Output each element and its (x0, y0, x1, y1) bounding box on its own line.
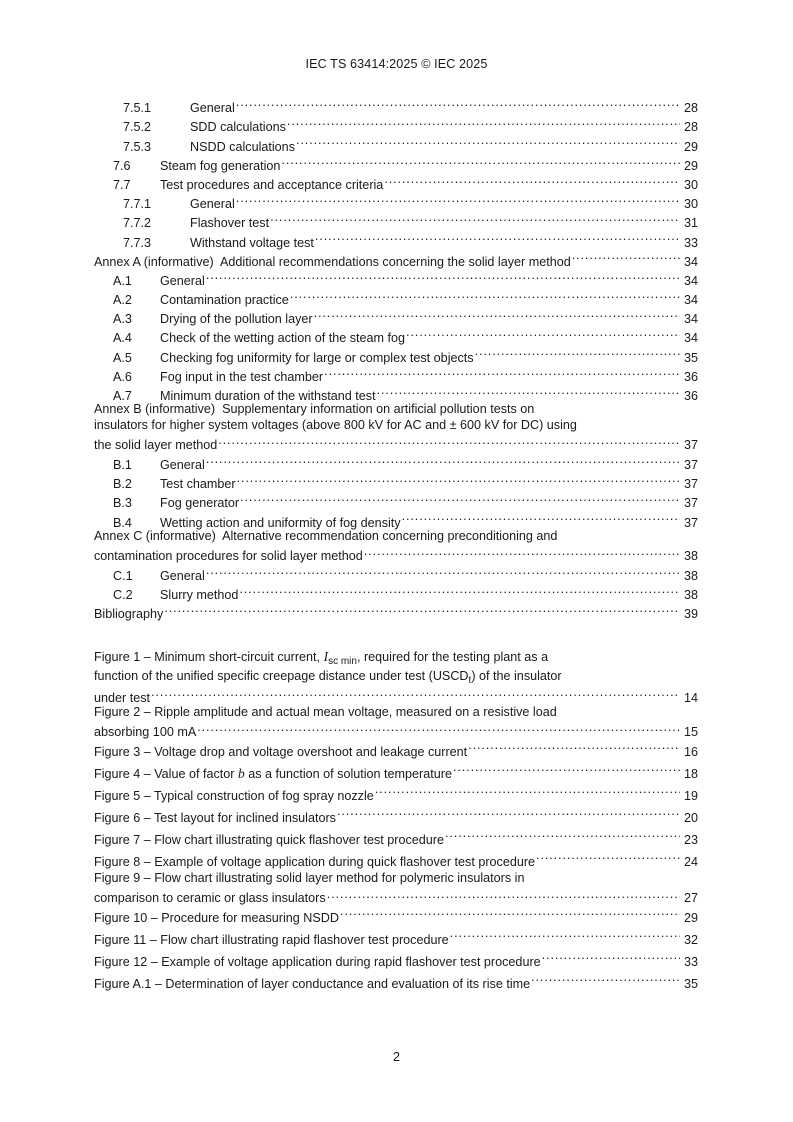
figure-entry[interactable] (94, 925, 698, 947)
toc-entry-number: A.2 (113, 293, 132, 308)
figure-title: Figure 3 – Voltage drop and voltage overshoot and leakage current (94, 745, 468, 760)
leader-dots (531, 969, 680, 988)
toc-entry-title: Contamination practice (160, 293, 289, 308)
figure-title-line (94, 668, 698, 687)
figure-page: 27 (683, 891, 698, 906)
toc-entry-title: General (160, 568, 205, 583)
toc-entry[interactable] (94, 189, 698, 212)
figure-symbol: I (323, 649, 329, 665)
figure-entry[interactable] (94, 969, 698, 991)
leader-dots (324, 362, 680, 381)
toc-entry-title: NSDD calculations (190, 139, 295, 154)
toc-entry[interactable] (94, 362, 698, 384)
figure-title: Figure 6 – Test layout for inclined insulators (94, 811, 336, 826)
leader-dots (327, 887, 680, 903)
toc-entry-number: C.1 (113, 568, 133, 583)
leader-dots (206, 561, 680, 580)
toc-entry-page: 34 (683, 312, 698, 327)
toc-entry-title-line: Annex B (informative) Supplementary information on artificial pollution tests on (94, 402, 535, 416)
figure-entry[interactable] (94, 703, 698, 740)
toc-entry[interactable] (94, 381, 698, 403)
toc-entry[interactable] (94, 469, 698, 492)
toc-entry-page: 30 (683, 177, 698, 192)
toc-entry-title: contamination procedures for solid layer method (94, 548, 363, 563)
leader-dots (315, 227, 680, 246)
leader-dots (314, 304, 680, 323)
figure-entry[interactable] (94, 947, 698, 969)
toc-entry-title: Test procedures and acceptance criteria (160, 177, 384, 192)
leader-dots (281, 151, 680, 170)
toc-entry[interactable] (94, 342, 698, 365)
toc-entry[interactable] (94, 151, 698, 173)
figure-entry[interactable] (94, 903, 698, 925)
toc-entry-number: 7.5.2 (123, 120, 152, 135)
page-number: 2 (392, 1050, 400, 1064)
toc-entry[interactable] (94, 170, 698, 192)
leader-dots (340, 903, 680, 922)
leader-dots (164, 599, 680, 618)
leader-dots (290, 285, 680, 304)
figure-title-line (94, 648, 698, 668)
toc-entry[interactable] (94, 304, 698, 327)
toc-entry-page: 29 (683, 139, 698, 154)
leader-dots (197, 720, 680, 736)
toc-entry-annex-a[interactable] (94, 247, 698, 269)
figure-title-part: as a function of solution temperature (244, 767, 452, 782)
toc-entry[interactable] (94, 323, 698, 346)
toc-entry[interactable] (94, 227, 698, 250)
leader-dots (239, 580, 680, 599)
toc-entry-title: General (190, 101, 235, 116)
toc-entry-page: 34 (683, 273, 698, 288)
toc-entry-page: 34 (683, 331, 698, 346)
section-gap (94, 618, 698, 646)
toc-entry-page: 30 (683, 197, 698, 212)
leader-dots (237, 469, 680, 488)
toc-entry-number: B.1 (113, 457, 132, 472)
figure-symbol: b (237, 766, 245, 782)
toc-entry-number: A.3 (113, 312, 132, 327)
toc-entry-number: 7.7.3 (123, 235, 152, 250)
toc-entry-page: 34 (683, 254, 698, 269)
leader-dots (377, 381, 680, 400)
toc-entry-page: 38 (683, 588, 698, 603)
toc-entry-number: 7.5.1 (123, 101, 152, 116)
figure-page: 24 (683, 855, 698, 870)
toc-entry-title-line: Annex C (informative) Alternative recommendation concerning preconditioning and (94, 528, 558, 543)
leader-dots (536, 847, 680, 866)
toc-entry-number: A.6 (113, 369, 132, 384)
leader-dots (445, 825, 680, 844)
figure-page: 16 (683, 745, 698, 760)
toc-entry-number: 7.5.3 (123, 139, 152, 154)
figure-page: 32 (683, 933, 698, 948)
leader-dots (236, 93, 680, 112)
toc-entry-number: 7.7 (113, 177, 131, 192)
toc-entry-page: 37 (683, 457, 698, 472)
toc-entry-number: B.2 (113, 477, 132, 492)
toc-entry-page: 28 (683, 101, 698, 116)
leader-dots (296, 131, 680, 150)
toc-entry-page: 37 (683, 477, 698, 492)
toc-entry-title: Minimum duration of the withstand test (160, 389, 376, 403)
leader-dots (240, 488, 680, 507)
figure-entry[interactable] (94, 781, 698, 803)
figure-title: Figure 10 – Procedure for measuring NSDD (94, 911, 339, 926)
figure-title-line: Figure 2 – Ripple amplitude and actual mean voltage, measured on a resistive load (94, 704, 557, 719)
figure-entry[interactable] (94, 869, 698, 906)
figure-page: 33 (683, 955, 698, 970)
figure-title: Figure 11 – Flow chart illustrating rapid flashover test procedure (94, 933, 449, 948)
figure-page: 14 (683, 690, 698, 705)
toc-entry-title: SDD calculations (190, 120, 286, 135)
figure-title-part: function of the unified specific creepage distance under test (USCD (94, 668, 469, 683)
toc-entry-number: 7.6 (113, 158, 131, 173)
toc-entry[interactable] (94, 507, 698, 530)
figure-entry[interactable] (94, 759, 698, 781)
toc-entry-page: 35 (683, 350, 698, 365)
figure-page: 23 (683, 833, 698, 848)
figure-entry[interactable] (94, 803, 698, 825)
toc-entry-page: 36 (683, 389, 698, 403)
toc-entry-page: 28 (683, 120, 698, 135)
toc-entry[interactable] (94, 93, 698, 116)
toc-entry[interactable] (94, 208, 698, 231)
figure-title-part: , required for the testing plant as a (356, 650, 549, 665)
toc-entry-page: 33 (683, 235, 698, 250)
leader-dots (218, 433, 680, 449)
figure-page: 19 (683, 789, 698, 804)
figure-page: 29 (683, 911, 698, 926)
toc-entry[interactable] (94, 580, 698, 603)
leader-dots (384, 170, 680, 189)
toc-entry-number: C.2 (113, 588, 133, 603)
leader-dots (453, 759, 680, 778)
leader-dots (206, 266, 680, 285)
toc-entry[interactable] (94, 561, 698, 583)
toc-entry-number: B.3 (113, 496, 132, 511)
leader-dots (337, 803, 680, 822)
toc-entry-title: Check of the wetting action of the steam fog (160, 331, 406, 346)
toc-entry-title: Annex A (informative) Additional recommendations concerning the solid layer method (94, 254, 571, 269)
figure-title-part: Figure 1 – Minimum short-circuit current, (94, 650, 324, 665)
figure-subscript: sc min (328, 656, 357, 668)
toc-entry-page: 37 (683, 437, 698, 452)
toc-entry-page: 39 (683, 607, 698, 622)
toc-entry-title: Bibliography (94, 607, 164, 622)
figure-page: 20 (683, 811, 698, 826)
leader-dots (468, 737, 680, 756)
leader-dots (402, 507, 680, 526)
toc-entry[interactable] (94, 285, 698, 308)
toc-entry[interactable] (94, 112, 698, 135)
leader-dots (151, 686, 680, 702)
figure-page: 35 (683, 977, 698, 992)
toc-entry-title: Slurry method (160, 588, 239, 603)
toc-entry[interactable] (94, 131, 698, 154)
figure-entry[interactable] (94, 825, 698, 847)
toc-entry-title: General (160, 457, 205, 472)
toc-entry[interactable] (94, 266, 698, 288)
toc-entry-title: the solid layer method (94, 437, 218, 452)
figure-title: Figure 7 – Flow chart illustrating quick flashover test procedure (94, 833, 444, 848)
toc-entry-page: 37 (683, 496, 698, 511)
figure-page: 15 (683, 725, 698, 740)
toc-entry-page: 31 (683, 216, 698, 231)
leader-dots (450, 925, 680, 944)
toc-entry-page: 38 (683, 568, 698, 583)
leader-dots (475, 342, 680, 361)
toc-entry-number: 7.7.2 (123, 216, 152, 231)
toc-entry-title: Drying of the pollution layer (160, 312, 313, 327)
figure-title: under test (94, 690, 151, 705)
leader-dots (364, 544, 680, 560)
figure-title: Figure 12 – Example of voltage application during rapid flashover test procedure (94, 955, 541, 970)
figure-subscript: t (468, 674, 472, 686)
figure-entry[interactable] (94, 737, 698, 759)
figure-title-line: Figure 9 – Flow chart illustrating solid layer method for polymeric insulators in (94, 871, 525, 886)
toc-entry-page: 34 (683, 293, 698, 308)
toc-entry-title-line: insulators for higher system voltages (above 800 kV for AC and ± 600 kV for DC) using (94, 417, 577, 432)
leader-dots (542, 947, 680, 966)
toc-entry[interactable] (94, 488, 698, 511)
leader-dots (287, 112, 680, 131)
figure-title: Figure A.1 – Determination of layer conductance and evaluation of its rise time (94, 977, 531, 992)
toc-entry-title: Flashover test (190, 216, 270, 231)
toc-entry-page: 37 (683, 515, 698, 530)
toc-entry-annex-c[interactable] (94, 527, 698, 561)
figure-title-part: ) of the insulator (471, 668, 562, 683)
toc-entry-title: Withstand voltage test (190, 235, 314, 250)
toc-entry-title: Fog generator (160, 496, 240, 511)
toc-entry-number: B.4 (113, 515, 132, 530)
toc-entry-title: Checking fog uniformity for large or complex test objects (160, 350, 474, 365)
leader-dots (270, 208, 680, 227)
leader-dots (572, 247, 680, 266)
toc-entry-title: General (190, 197, 235, 212)
figure-entry[interactable] (94, 847, 698, 869)
table-of-contents (94, 93, 698, 991)
figure-title: comparison to ceramic or glass insulators (94, 891, 326, 906)
figure-title: Figure 5 – Typical construction of fog spray nozzle (94, 789, 374, 804)
toc-entry-title: Wetting action and uniformity of fog density (160, 515, 401, 530)
leader-dots (406, 323, 680, 342)
figure-page: 18 (683, 767, 698, 782)
toc-entry-annex-b[interactable] (94, 400, 698, 450)
toc-entry-number: A.1 (113, 273, 132, 288)
leader-dots (236, 189, 680, 208)
figure-title: Figure 8 – Example of voltage application during quick flashover test procedure (94, 855, 536, 870)
toc-entry-title: Steam fog generation (160, 158, 281, 173)
toc-entry-number: A.4 (113, 331, 132, 346)
page-header: IEC TS 63414:2025 © IEC 2025 (305, 57, 488, 71)
leader-dots (206, 450, 680, 469)
figure-title-part: Figure 4 – Value of factor (94, 767, 238, 782)
toc-entry-title: Test chamber (160, 477, 236, 492)
toc-entry-title: Fog input in the test chamber (160, 369, 324, 384)
toc-entry-page: 29 (683, 158, 698, 173)
toc-entry-title: General (160, 273, 205, 288)
toc-entry[interactable] (94, 450, 698, 472)
toc-entry-page: 38 (683, 548, 698, 563)
toc-entry-number: A.5 (113, 350, 132, 365)
toc-entry-number: 7.7.1 (123, 197, 152, 212)
toc-entry-page: 36 (683, 369, 698, 384)
toc-entry-bibliography[interactable] (94, 599, 698, 622)
toc-entry-number: A.7 (113, 389, 132, 403)
figure-entry[interactable] (94, 646, 698, 703)
figure-title: absorbing 100 mA (94, 725, 197, 740)
leader-dots (375, 781, 680, 800)
